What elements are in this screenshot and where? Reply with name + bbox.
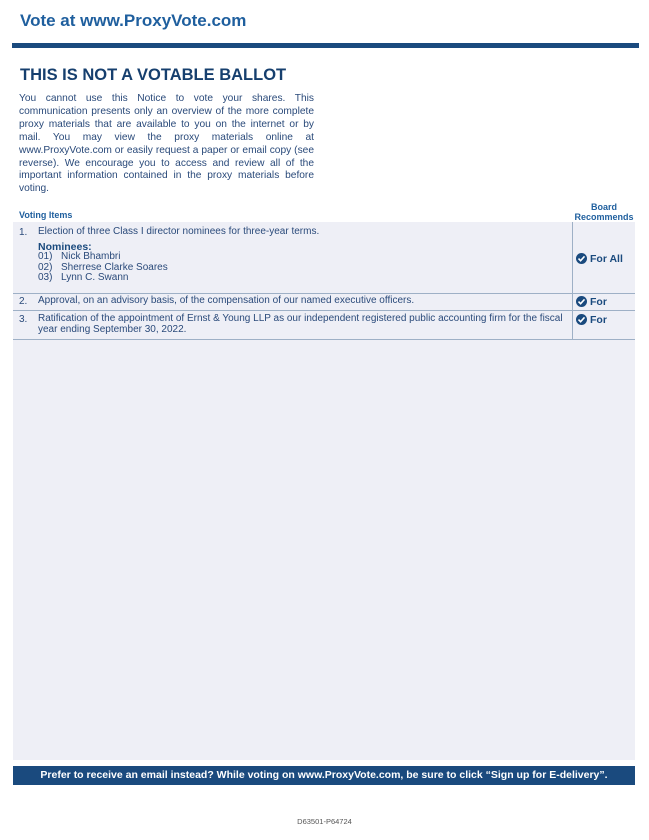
nominee-name: Lynn C. Swann xyxy=(61,272,129,283)
voting-item-row-2 xyxy=(13,294,635,311)
board-recommendation xyxy=(576,314,607,326)
item-text: Ratification of the appointment of Ernst & Young LLP as our independent registered public accounting firm for the fiscal year ending September 30, 2022. xyxy=(38,313,563,335)
item-number: 1. xyxy=(19,227,28,238)
nominee-number: 03) xyxy=(38,272,53,283)
nominees-label: Nominees: xyxy=(38,240,92,253)
nominee-name: Nick Bhambri xyxy=(61,251,121,262)
ballot-intro-text: You cannot use this Notice to vote your shares. This communication presents only an overview of the more complete proxy materials that are available to you on the internet or by mail. You may view the proxy materials online at www.ProxyVote.com or easily request a paper or email copy (see reverse). We encourage you to access and review all of the important information contained in the proxy materials before voting. xyxy=(19,93,314,195)
header-divider xyxy=(12,43,639,48)
board-recommendation xyxy=(576,296,607,308)
header-title: Vote at www.ProxyVote.com xyxy=(20,11,247,30)
recommendation-label: For xyxy=(590,296,607,308)
voting-items-table xyxy=(13,222,635,760)
item-description: Election of three Class I director nominees for three-year terms. xyxy=(38,226,320,237)
voting-items-heading: Voting Items xyxy=(19,210,73,220)
recommendation-label: For xyxy=(590,314,607,326)
nominee-number: 01) xyxy=(38,251,53,262)
voting-item-row-3 xyxy=(13,311,635,340)
e-delivery-banner: Prefer to receive an email instead? While voting on www.ProxyVote.com, be sure to click “Sign up for E-delivery”. xyxy=(13,766,635,785)
document-code: D63501-P64724 xyxy=(297,817,352,826)
column-divider xyxy=(572,311,573,339)
board-recommendation xyxy=(576,253,623,265)
column-divider xyxy=(572,294,573,310)
checkmark-icon xyxy=(576,296,587,307)
checkmark-icon xyxy=(576,314,587,325)
item-text: Approval, on an advisory basis, of the compensation of our named executive officers. xyxy=(38,295,415,306)
nominee-number: 02) xyxy=(38,261,53,273)
recommendation-label: For All xyxy=(590,253,623,265)
board-recommends-heading xyxy=(572,202,636,222)
board-recommends-line2: Recommends xyxy=(574,212,634,222)
nominee-name: Sherrese Clarke Soares xyxy=(61,261,168,273)
item-text xyxy=(38,227,570,284)
column-divider xyxy=(572,222,573,293)
nominee-item xyxy=(38,273,570,284)
item-number: 2. xyxy=(19,296,28,307)
board-recommends-line1: Board xyxy=(590,202,617,212)
voting-item-row-1 xyxy=(13,222,635,294)
ballot-title: THIS IS NOT A VOTABLE BALLOT xyxy=(20,66,287,84)
checkmark-icon xyxy=(576,253,587,264)
item-number: 3. xyxy=(19,314,28,325)
